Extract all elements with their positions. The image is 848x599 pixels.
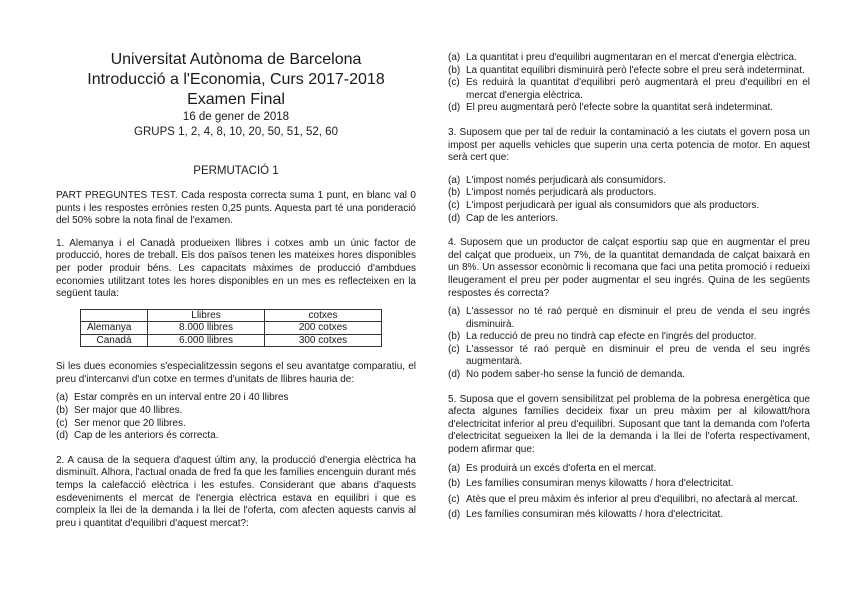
left-column xyxy=(56,0,416,530)
option-a: (a) La quantitat i preu d'equilibri augmentaran en el mercat d'energia elèctrica. xyxy=(448,52,797,63)
table-cell: 200 cotxes xyxy=(265,322,382,335)
option-b: (b) La reducció de preu no tindrà cap efecte en l'ingrés del productor. xyxy=(448,331,757,343)
table-header-cell: cotxes xyxy=(265,309,382,322)
option-c: (c) L'assessor té raó perquè en disminuir el preu de venda el seu ingrés augmentarà. xyxy=(448,343,810,368)
question-2-options xyxy=(448,52,810,115)
exam-date: 16 de gener de 2018 xyxy=(182,111,290,123)
option-d: (d) El preu augmentarà però l'efecte sobre la quantitat serà indeterminat. xyxy=(448,102,774,114)
exam-title: Examen Final xyxy=(187,91,285,108)
option-c: (c) Es reduirà la quantitat d'equilibri però augmentarà el preu d'equilibri en el mercat d'energia elèctrica. xyxy=(448,77,810,101)
intro-paragraph: PART PREGUNTES TEST. Cada resposta correcta suma 1 punt, en blanc val 0 punts i les respostes errònies resten 0,25 punts. Aquesta part té una ponderació del 50% sobre la nota final de l'examen. xyxy=(56,190,416,227)
question-3-options xyxy=(448,175,810,225)
question-5-text: 5. Suposa que el govern sensibilitzat pel problema de la pobresa energètica que afecta algunes famílies decideix fixar un preu màxim per al kilowatt/hora d'electricitat inferior al preu d'equilibri. Suposant que tant la demanda com l'oferta d'electricitat segueixen la llei de la demanda i la llei de l'oferta respectivament, podem afirmar que: xyxy=(448,393,810,456)
course-title: Introducció a l'Economia, Curs 2017-2018 xyxy=(87,71,385,88)
table-header-cell: Llibres xyxy=(148,309,265,322)
question-5-options xyxy=(448,463,810,522)
table-row xyxy=(81,334,382,347)
table-header-row xyxy=(81,309,382,322)
question-1-followup: Si les dues economies s'especialitzessin segons el seu avantatge comparatiu, el preu d'intercanvi d'un cotxe en termes d'unitats de llibres hauria de: xyxy=(56,361,416,385)
question-4-options xyxy=(448,306,810,382)
option-c: (c) L'impost perjudicarà per igual als consumidors que als productors. xyxy=(448,199,760,211)
option-b: (b) Ser major que 40 llibres. xyxy=(56,405,183,417)
university-name: Universitat Autònoma de Barcelona xyxy=(110,51,362,68)
option-d: (d) Les famílies consumiran més kilowatts / hora d'electricitat. xyxy=(448,509,724,521)
question-2-text: 2. A causa de la sequera d'aquest últim any, la producció d'energia elèctrica ha disminuït. Alhora, l'actual onada de fred fa que les famílies encenguin durant més temps la calefacció elèctrica i les estufes. Considerant que abans d'aquests esdeveniments el mercat de l'energia elèctrica estava en equilibri i que es compleix la llei de la demanda i la llei de l'oferta, com afecten aquests canvis al preu i quantitat d'equilibri d'aquest mercat?: xyxy=(56,454,416,529)
exam-groups: GRUPS 1, 2, 4, 8, 10, 20, 50, 51, 52, 60 xyxy=(134,126,338,138)
right-column xyxy=(448,0,810,522)
option-a: (a) L'assessor no té raó perquè en disminuir el preu de venda el seu ingrés disminuirà. xyxy=(448,306,810,330)
option-a: (a) Estar comprès en un interval entre 20 i 40 llibres xyxy=(56,392,289,404)
option-b: (b) Les famílies consumiran menys kilowatts / hora d'electricitat. xyxy=(448,478,734,490)
production-table xyxy=(80,309,382,348)
table-row xyxy=(81,322,382,335)
question-3-text: 3. Suposem que per tal de reduir la contaminació a les ciutats el govern posa un impost per aquells vehicles que superin una certa potencia de motor. En aquest serà cert que: xyxy=(448,126,810,164)
option-d: (d) Cap de les anteriors. xyxy=(448,212,559,224)
option-c: (c) Ser menor que 20 llibres. xyxy=(56,417,186,429)
table-cell: 6.000 llibres xyxy=(148,334,265,347)
option-b: (b) La quantitat equilibri disminuirà però l'efecte sobre el preu serà indeterminat. xyxy=(448,64,805,76)
table-cell: Alemanya xyxy=(81,322,148,335)
table-header-cell xyxy=(81,309,148,322)
option-a: (a) Es produirà un excés d'oferta en el mercat. xyxy=(448,462,657,474)
exam-header xyxy=(56,50,416,140)
question-1-text: 1. Alemanya i el Canadà produeixen llibres i cotxes amb un únic factor de producció, hores de treball. Els dos països tenen les mateixes hores disponibles per poder produir béns. Les capacitats màximes de producció d'ambdues economies utilitzant totes les hores disponibles en un mes es reflecteixen en la següent taula: xyxy=(56,237,416,300)
table-cell: 8.000 llibres xyxy=(148,322,265,335)
option-c: (c) Atès que el preu màxim és inferior al preu d'equilibri, no afectarà al mercat. xyxy=(448,493,799,505)
option-d: (d) No podem saber-ho sense la funció de demanda. xyxy=(448,369,686,381)
table-cell: Canadà xyxy=(81,334,148,347)
option-a: (a) L'impost només perjudicarà als consumidors. xyxy=(448,174,666,186)
permutation-label: PERMUTACIÓ 1 xyxy=(193,165,279,177)
question-4-text: 4. Suposem que un productor de calçat esportiu sap que en augmentar el preu del calçat que produeix, un 7%, de la quantitat demandada de calçat baixarà en un 8%. Un assessor econòmic li recomana que faci una petita promoció i redueixi lleugerament el preu per poder augmentar el seu ingrés. Quina de les següents respostes és correcta? xyxy=(448,237,810,299)
question-1-options xyxy=(56,392,416,442)
option-b: (b) L'impost només perjudicarà als productors. xyxy=(448,187,657,199)
table-cell: 300 cotxes xyxy=(265,334,382,347)
option-d: (d) Cap de les anteriors és correcta. xyxy=(56,430,219,442)
